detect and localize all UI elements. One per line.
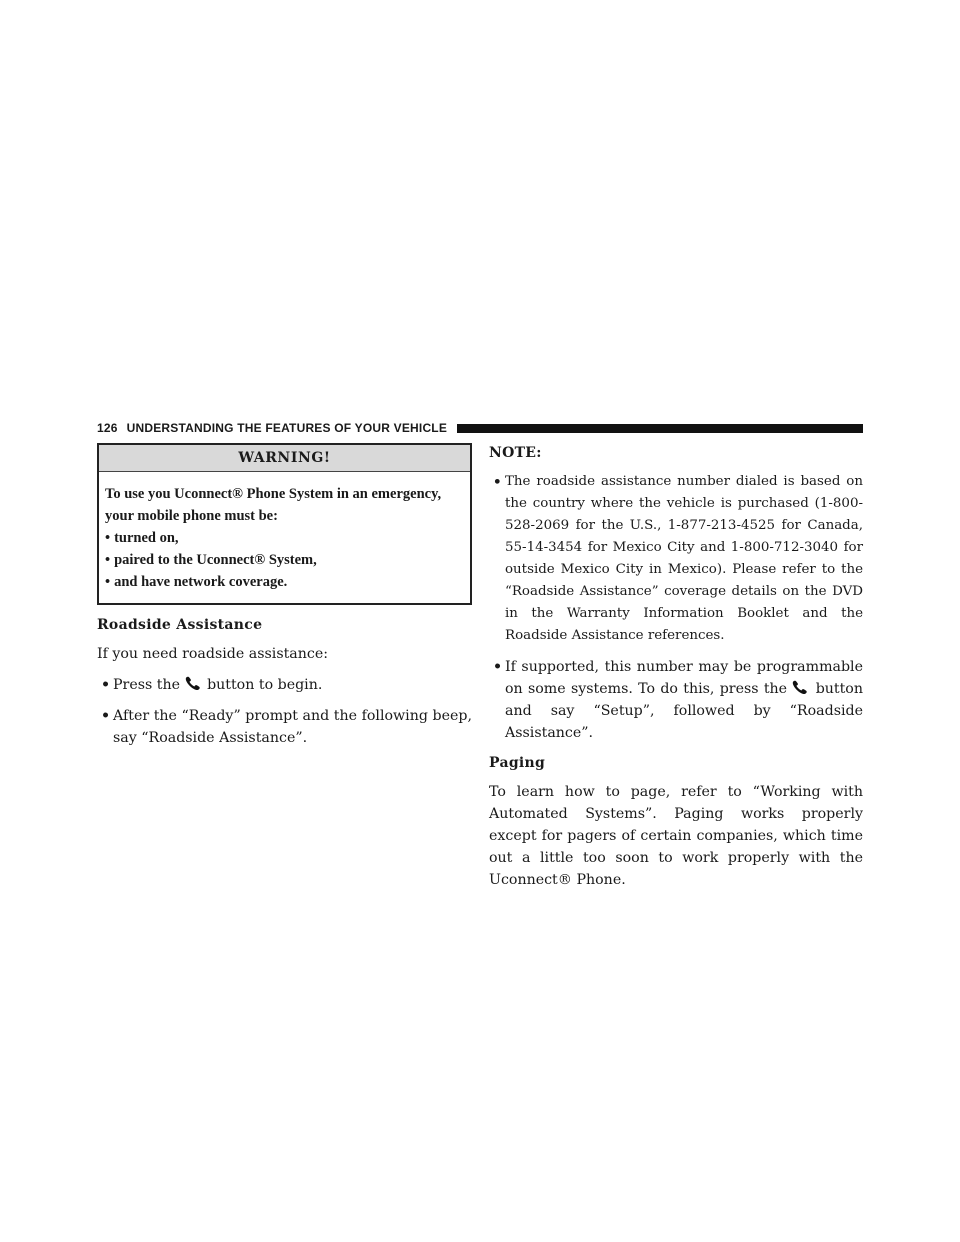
phone-handset-icon bbox=[792, 680, 810, 694]
left-column bbox=[97, 443, 472, 749]
header-rule bbox=[457, 424, 863, 433]
warning-list-item: • paired to the Uconnect® System, bbox=[105, 552, 317, 568]
warning-line: To use you Uconnect® Phone System in an emergency, bbox=[105, 486, 442, 502]
page-number: 126 bbox=[97, 421, 118, 435]
bullet-icon: • bbox=[493, 474, 502, 490]
list-item: • After the “Ready” prompt and the following beep, say “Roadside Assistance”. bbox=[97, 705, 472, 749]
phone-handset-icon bbox=[185, 676, 203, 690]
list-item: • Press the button to begin. bbox=[97, 674, 472, 696]
warning-line: your mobile phone must be: bbox=[105, 508, 278, 524]
warning-list-item: • turned on, bbox=[105, 530, 179, 546]
bullet-icon: • bbox=[101, 708, 111, 724]
warning-body bbox=[99, 472, 470, 603]
roadside-intro: If you need roadside assistance: bbox=[97, 646, 329, 662]
warning-box bbox=[97, 443, 472, 605]
paging-text: To learn how to page, refer to “Working with Automated Systems”. Paging works properly except for pagers of certain companies, which time out a little too soon to work properly with the Uconnect® Phone. bbox=[489, 784, 863, 888]
list-item: • The roadside assistance number dialed is based on the country where the vehicle is purchased (1-800-528-2069 for the U.S., 1-877-213-4525 for Canada, 55-14-3454 for Mexico City and 1-800-712-3040 for outside Mexico City in Mexico). Please refer to the “Roadside Assistance” coverage details on the DVD in the Warranty Information Booklet and the Roadside Assistance references. bbox=[489, 471, 863, 647]
paging-heading: Paging bbox=[489, 755, 546, 771]
note-heading: NOTE: bbox=[489, 445, 542, 461]
section-title: UNDERSTANDING THE FEATURES OF YOUR VEHICLE bbox=[126, 421, 448, 435]
bullet-icon: • bbox=[105, 574, 111, 590]
bullet-icon: • bbox=[493, 659, 503, 675]
bullet-icon: • bbox=[101, 677, 111, 693]
bullet-icon: • bbox=[105, 552, 111, 568]
roadside-heading: Roadside Assistance bbox=[97, 617, 263, 633]
bullet-icon: • bbox=[105, 530, 111, 546]
list-item: • If supported, this number may be programmable on some systems. To do this, press the button and say “Setup”, followed by “Roadside Assistance”. bbox=[489, 656, 863, 744]
right-column bbox=[489, 445, 863, 891]
warning-title: WARNING! bbox=[99, 445, 470, 472]
page-header bbox=[97, 418, 863, 438]
warning-list-item: • and have network coverage. bbox=[105, 574, 288, 590]
